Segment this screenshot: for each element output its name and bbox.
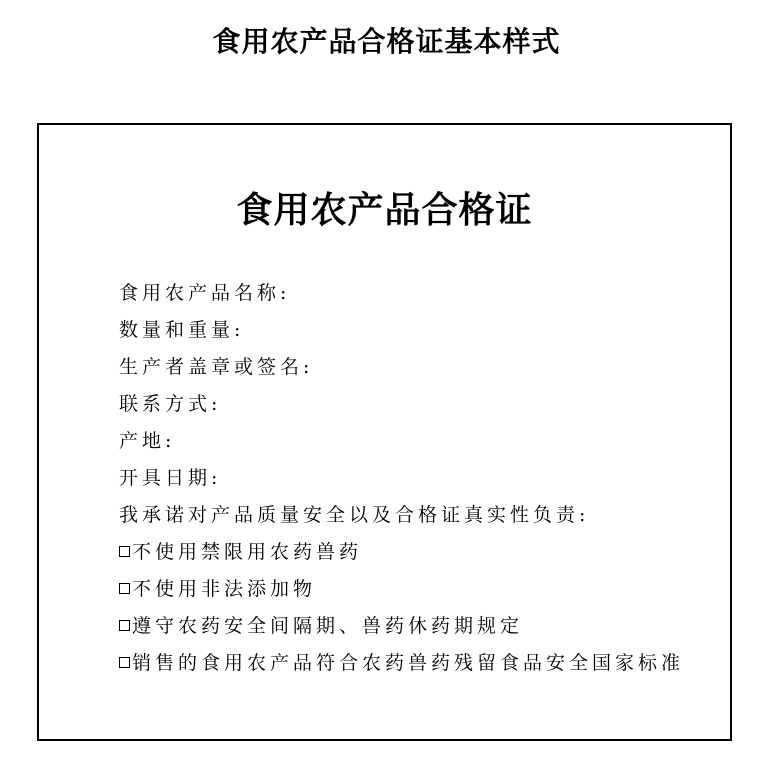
page-heading: 食用农产品合格证基本样式 [212, 25, 561, 58]
checkbox-icon[interactable] [119, 546, 130, 557]
option-label: 遵守农药安全间隔期、兽药休药期规定 [132, 615, 524, 637]
checkbox-icon[interactable] [119, 657, 130, 668]
field-product-name: 食用农产品名称: [119, 282, 291, 304]
option-no-banned-pesticides [119, 534, 684, 571]
field-quantity-weight: 数量和重量: [119, 319, 245, 341]
field-contact: 联系方式: [119, 393, 222, 415]
certificate-frame [37, 123, 732, 741]
option-no-illegal-additives [119, 571, 684, 608]
checkbox-icon[interactable] [119, 620, 130, 631]
option-label: 不使用禁限用农药兽药 [132, 541, 363, 563]
field-producer-signature: 生产者盖章或签名: [119, 356, 314, 378]
certificate-field-list [119, 275, 684, 682]
field-issue-date: 开具日期: [119, 467, 222, 489]
option-label: 不使用非法添加物 [132, 578, 317, 600]
option-withdrawal-period [119, 608, 684, 645]
pledge-statement: 我承诺对产品质量安全以及合格证真实性负责: [119, 504, 590, 526]
certificate-title: 食用农产品合格证 [236, 190, 533, 231]
option-residue-standard [119, 645, 684, 682]
checkbox-icon[interactable] [119, 583, 130, 594]
field-origin: 产地: [119, 430, 176, 452]
option-label: 销售的食用农产品符合农药兽药残留食品安全国家标准 [132, 652, 685, 674]
